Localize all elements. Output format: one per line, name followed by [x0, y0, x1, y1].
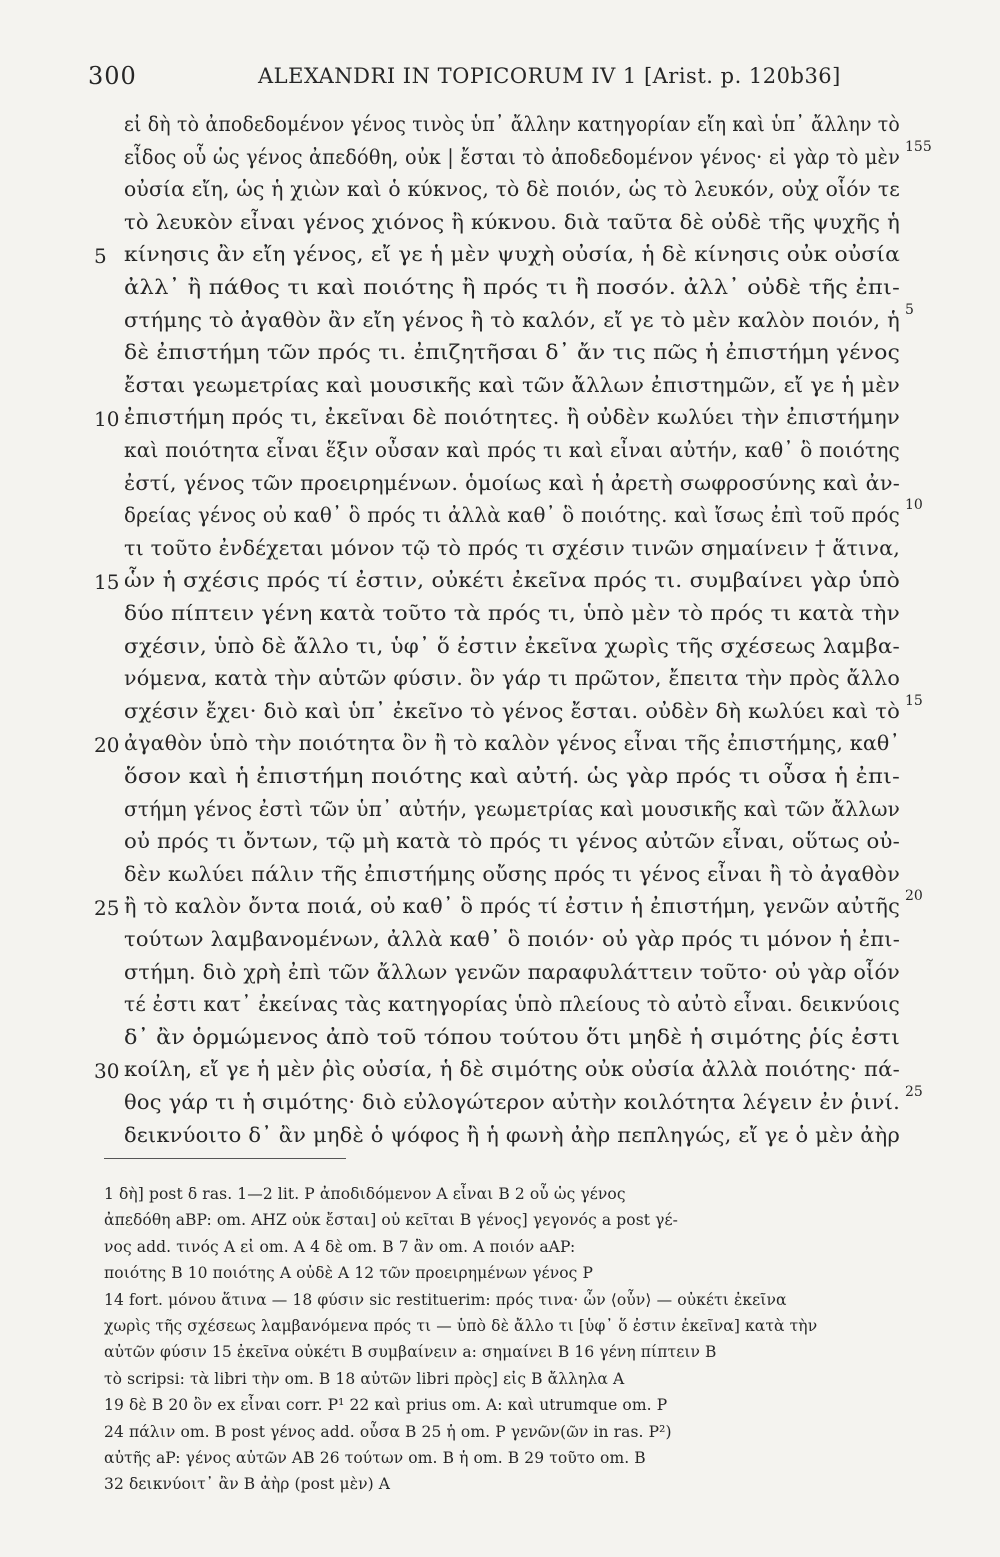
line-text: στήμη γένος ἐστὶ τῶν ὑπ᾽ αὐτήν, γεωμετρίας καὶ μουσικῆς καὶ τῶν ἄλλων [124, 796, 900, 821]
page-number: 300 [88, 62, 137, 90]
line-text: τούτων λαμβανομένων, ἀλλὰ καθ᾽ ὃ ποιόν· οὐ γὰρ πρός τι μόνον ἡ ἐπι- [124, 927, 900, 951]
apparatus-line: αὐτῶν φύσιν 15 ἐκεῖνα οὐκέτι B συμβαίνειν a: σημαίνει B 16 γένη πίπτειν B [104, 1343, 717, 1362]
line-text: οὐ πρός τι ὄντων, τῷ μὴ κατὰ τὸ πρός τι γένος αὐτῶν εἶναι, οὕτως οὐ- [124, 829, 900, 854]
apparatus-line: 14 fort. μόνου ἅτινα — 18 φύσιν sic restituerim: πρός τινα· ὧν ⟨οὖν⟩ — οὐκέτι ἐκεῖνα [104, 1290, 787, 1309]
line-number: 5 [94, 244, 107, 269]
line-text: κίνησις ἂν εἴη γένος, εἴ γε ἡ μὲν ψυχὴ οὐσία, ἡ δὲ κίνησις οὐκ οὐσία [124, 242, 900, 267]
apparatus-line: 19 δὲ B 20 ὂν ex εἶναι corr. P¹ 22 καὶ prius om. A: καὶ utrumque om. P [104, 1396, 668, 1415]
line-text: νόμενα, κατὰ τὴν αὑτῶν φύσιν. ὃν γάρ τι πρῶτον, ἔπειτα τὴν πρὸς ἄλλο [124, 666, 900, 691]
apparatus-line: 24 πάλιν om. B post γένος add. οὖσα B 25 ἡ om. P γενῶν(ῶν in ras. P²) [104, 1422, 672, 1441]
apparatus-line: τὸ scripsi: τὰ libri τὴν om. B 18 αὐτῶν libri πρὸς] εἰς B ἄλληλα A [104, 1369, 625, 1388]
margin-reference: 10 [905, 497, 923, 514]
line-text: ἀγαθὸν ὑπὸ τὴν ποιότητα ὂν ἢ τὸ καλὸν γένος εἶναι τῆς ἐπιστήμης, καθ᾽ [124, 731, 900, 756]
line-text: δύο πίπτειν γένη κατὰ τοῦτο τὰ πρός τι, ὑπὸ μὲν τὸ πρός τι κατὰ τὴν [124, 601, 900, 625]
apparatus-line: χωρὶς τῆς σχέσεως λαμβανόμενα πρός τι — ὑπὸ δὲ ἄλλο τι [ὑφ᾽ ὅ ἐστιν ἐκεῖνα] κατὰ τὴν [104, 1317, 818, 1335]
apparatus-line: 1 δὴ] post δ ras. 1—2 lit. P ἀποδιδόμενον A εἶναι B 2 οὗ ὡς γένος [104, 1185, 626, 1203]
line-text: στήμη. διὸ χρὴ ἐπὶ τῶν ἄλλων γενῶν παραφυλάττειν τοῦτο· οὐ γὰρ οἷόν [124, 959, 900, 984]
line-text: δὲν κωλύει πάλιν τῆς ἐπιστήμης οὔσης πρός τι γένος εἶναι ἢ τὸ ἀγαθὸν [124, 861, 900, 886]
apparatus-line: νος add. τινός A εἰ om. A 4 δὲ om. B 7 ἂν om. A ποιόν aAP: [104, 1237, 576, 1256]
margin-reference: 20 [905, 888, 923, 905]
line-text: δρείας γένος οὐ καθ᾽ ὃ πρός τι ἀλλὰ καθ᾽ ὃ ποιότης. καὶ ἴσως ἐπὶ τοῦ πρός [124, 503, 900, 528]
line-number: 25 [94, 896, 120, 921]
margin-reference: 5 [905, 301, 914, 318]
line-text: καὶ ποιότητα εἶναι ἕξιν οὖσαν καὶ πρός τι καὶ εἶναι αὐτήν, καθ᾽ ὃ ποιότης [124, 438, 900, 462]
running-head: ALEXANDRI IN TOPICORUM IV 1 [Arist. p. 120b36] [258, 64, 841, 88]
footnote-rule [104, 1158, 346, 1159]
line-text: στήμης τὸ ἀγαθὸν ἂν εἴη γένος ἢ τὸ καλόν, εἴ γε τὸ μὲν καλὸν ποιόν, ἡ [124, 307, 900, 332]
line-text: σχέσιν, ὑπὸ δὲ ἄλλο τι, ὑφ᾽ ὅ ἐστιν ἐκεῖνα χωρὶς τῆς σχέσεως λαμβα- [124, 633, 900, 658]
apparatus-line: αὐτῆς aP: γένος αὐτῶν AB 26 τούτων om. B ἡ om. B 29 τοῦτο om. B [104, 1449, 646, 1467]
apparatus-line: 32 δεικνύοιτ᾽ ἂν B ἀὴρ (post μὲν) A [104, 1475, 391, 1494]
margin-reference: 25 [905, 1084, 923, 1100]
line-number: 30 [94, 1059, 120, 1084]
page-header [0, 56, 1000, 96]
margin-reference: 155 [905, 138, 932, 155]
line-text: ἐπιστήμη πρός τι, ἐκεῖναι δὲ ποιότητες. ἢ οὐδὲν κωλύει τὴν ἐπιστήμην [124, 405, 901, 430]
line-text: τι τοῦτο ἐνδέχεται μόνον τῷ τὸ πρός τι σχέσιν τινῶν σημαίνειν † ἅτινα, [124, 535, 900, 560]
line-text: δ᾽ ἂν ὁρμώμενος ἀπὸ τοῦ τόπου τούτου ὅτι μηδὲ ἡ σιμότης ῥίς ἐστι [124, 1024, 900, 1049]
line-text: κοίλη, εἴ γε ἡ μὲν ῥὶς οὐσία, ἡ δὲ σιμότης οὐκ οὐσία ἀλλὰ ποιότης· πά- [124, 1057, 900, 1082]
line-text: ἢ τὸ καλὸν ὄντα ποιά, οὐ καθ᾽ ὃ πρός τί ἐστιν ἡ ἐπιστήμη, γενῶν αὐτῆς [124, 894, 900, 919]
text-line [0, 1115, 1000, 1155]
line-text: τὸ λευκὸν εἶναι γένος χιόνος ἢ κύκνου. διὰ ταῦτα δὲ οὐδὲ τῆς ψυχῆς ἡ [124, 209, 900, 234]
line-number: 20 [94, 733, 120, 758]
line-text: τέ ἐστι κατ᾽ ἐκείνας τὰς κατηγορίας ὑπὸ πλείους τὸ αὐτὸ εἶναι. δεικνύοις [124, 992, 900, 1017]
line-text: ἀλλ᾽ ἢ πάθος τι καὶ ποιότης ἢ πρός τι ἢ ποσόν. ἀλλ᾽ οὐδὲ τῆς ἐπι- [124, 275, 900, 299]
line-text: θος γάρ τι ἡ σιμότης· διὸ εὐλογώτερον αὐτὴν κοιλότητα λέγειν ἐν ῥινί. [124, 1090, 900, 1114]
line-text: οὐσία εἴη, ὡς ἡ χιὼν καὶ ὁ κύκνος, τὸ δὲ ποιόν, ὡς τὸ λευκόν, οὐχ οἷόν τε [124, 177, 900, 202]
line-number: 15 [94, 570, 120, 595]
line-text: δεικνύοιτο δ᾽ ἂν μηδὲ ὁ ψόφος ἢ ἡ φωνὴ ἀὴρ πεπληγώς, εἴ γε ὁ μὲν ἀὴρ [124, 1122, 900, 1147]
line-text: ὧν ἡ σχέσις πρός τί ἐστιν, οὐκέτι ἐκεῖνα πρός τι. συμβαίνει γὰρ ὑπὸ [124, 568, 900, 593]
line-number: 10 [94, 407, 120, 432]
apparatus-line: ἀπεδόθη aBP: om. AHZ οὐκ ἔσται] οὐ κεῖται B γένος] γεγονός a post γέ- [104, 1211, 678, 1230]
line-text: εἶδος οὗ ὡς γένος ἀπεδόθη, οὐκ | ἔσται τὸ ἀποδεδομένον γένος· εἰ γὰρ τὸ μὲν [124, 144, 900, 169]
line-text: ἐστί, γένος τῶν προειρημένων. ὁμοίως καὶ ἡ ἀρετὴ σωφροσύνης καὶ ἀν- [124, 470, 901, 495]
line-text: σχέσιν ἔχει· διὸ καὶ ὑπ᾽ ἐκεῖνο τὸ γένος ἔσται. οὐδὲν δὴ κωλύει καὶ τὸ [124, 698, 900, 723]
margin-reference: 15 [905, 692, 923, 709]
apparatus-line: ποιότης B 10 ποιότης A οὐδὲ A 12 τῶν προειρημένων γένος P [104, 1264, 593, 1283]
line-text: εἰ δὴ τὸ ἀποδεδομένον γένος τινὸς ὑπ᾽ ἄλλην κατηγορίαν εἴη καὶ ὑπ᾽ ἄλλην τὸ [124, 112, 900, 136]
line-text: ὅσον καὶ ἡ ἐπιστήμη ποιότης καὶ αὐτή. ὡς γὰρ πρός τι οὖσα ἡ ἐπι- [124, 764, 900, 788]
line-text: ἔσται γεωμετρίας καὶ μουσικῆς καὶ τῶν ἄλλων ἐπιστημῶν, εἴ γε ἡ μὲν [124, 372, 900, 397]
line-text: δὲ ἐπιστήμη τῶν πρός τι. ἐπιζητῆσαι δ᾽ ἄν τις πῶς ἡ ἐπιστήμη γένος [124, 340, 900, 365]
